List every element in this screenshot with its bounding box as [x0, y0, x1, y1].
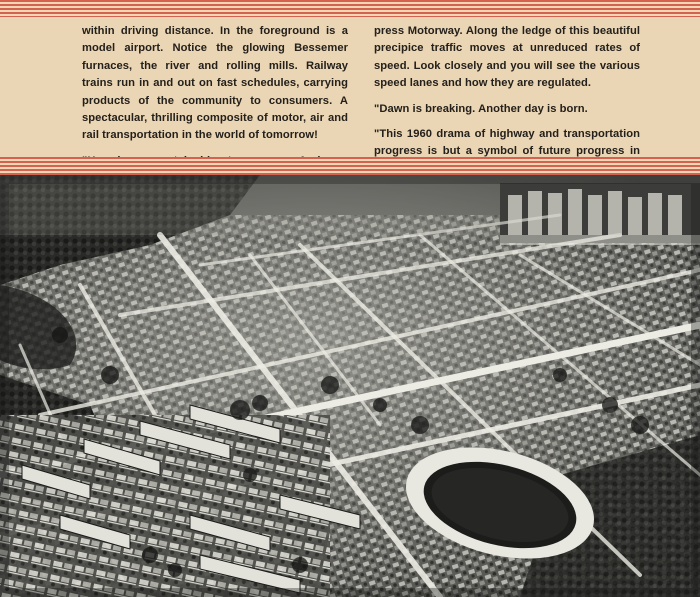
aerial-photo-illustration [0, 175, 700, 597]
aerial-city-photograph [0, 175, 700, 597]
left-paragraph-1: within driving distance. In the foreground is a model airport. Notice the glowing Bessemer furnaces, the river and rolling mills. Railway trains run in and out on fast schedules, carrying products of the community to consumers. A spectacular, thrilling composite of motor, air and rail transportation in the world of tomorrow! [82, 25, 348, 142]
text-band [0, 17, 700, 157]
top-stripe-border [0, 0, 700, 17]
bottom-stripe-border [0, 157, 700, 175]
right-paragraph-1: press Motorway. Along the ledge of this beautiful precipice traffic moves at unreduced rates of speed. Look closely and you will see the various speed lanes and how they are regulated. [374, 25, 640, 90]
right-paragraph-3: "This 1960 drama of highway and transportation progress is but a symbol of future progress in [374, 128, 640, 158]
right-text-column [374, 23, 640, 178]
right-paragraph-2: "Dawn is breaking. Another day is born. [374, 102, 588, 115]
